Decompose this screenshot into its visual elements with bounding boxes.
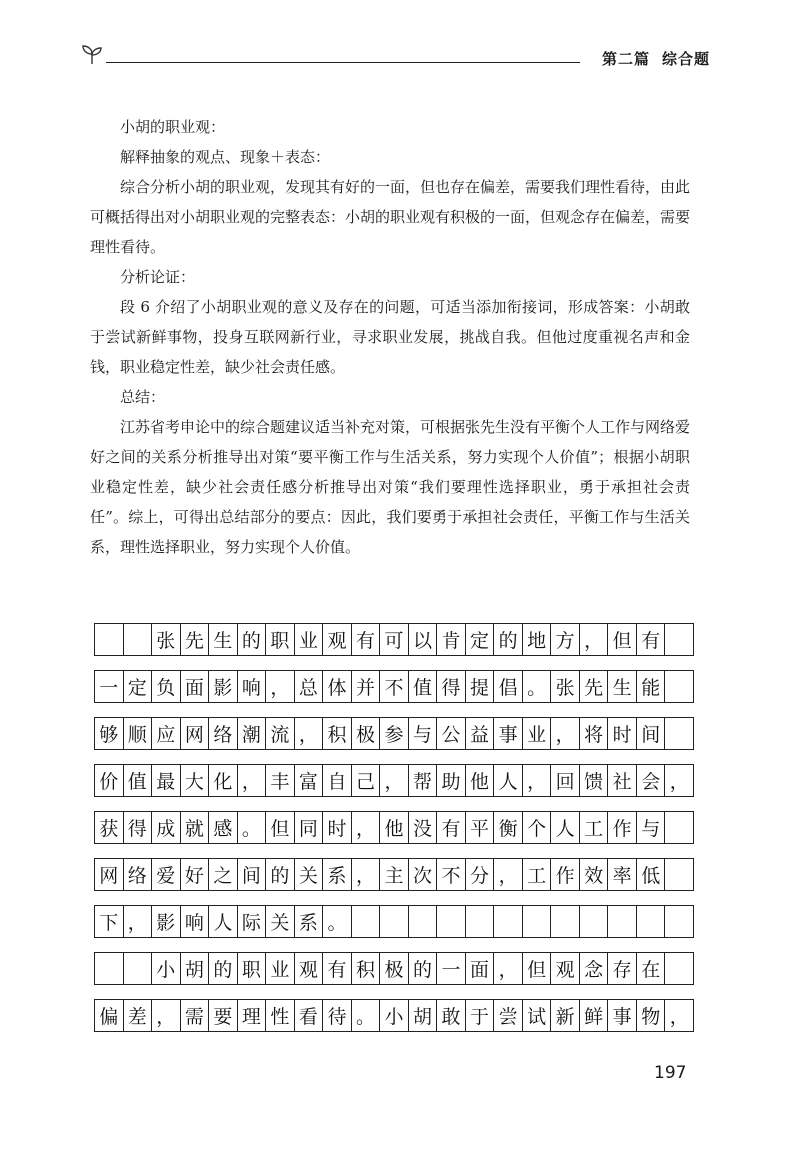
grid-cell: 观 — [551, 953, 580, 984]
grid-cell: 够 — [95, 718, 124, 749]
grid-cell: 的 — [238, 624, 267, 655]
grid-cell: 提 — [466, 671, 495, 702]
grid-cell: 益 — [466, 718, 495, 749]
grid-cell: 会 — [637, 765, 666, 796]
grid-cell — [665, 859, 694, 890]
grid-cell: 平 — [466, 812, 495, 843]
grid-cell: 尝 — [494, 1000, 523, 1031]
grid-cell: 职 — [266, 624, 295, 655]
grid-row — [94, 670, 694, 703]
grid-cell: 积 — [352, 953, 381, 984]
grid-cell: 需 — [181, 1000, 210, 1031]
grid-cell: 小 — [152, 953, 181, 984]
grid-cell: 下 — [95, 906, 124, 937]
grid-cell: 负 — [152, 671, 181, 702]
grid-cell: 化 — [209, 765, 238, 796]
grid-cell: 主 — [380, 859, 409, 890]
grid-cell: 但 — [523, 953, 552, 984]
grid-cell — [95, 953, 124, 984]
grid-cell: 体 — [323, 671, 352, 702]
grid-cell: 有 — [323, 953, 352, 984]
grid-cell: 影 — [209, 671, 238, 702]
grid-cell: ， — [523, 765, 552, 796]
grid-cell: ， — [551, 718, 580, 749]
grid-cell: 回 — [551, 765, 580, 796]
grid-cell: 理 — [238, 1000, 267, 1031]
grid-cell: 极 — [352, 718, 381, 749]
grid-cell: 方 — [551, 624, 580, 655]
grid-cell: 有 — [352, 624, 381, 655]
grid-cell: 敢 — [437, 1000, 466, 1031]
grid-cell — [665, 624, 694, 655]
grid-cell: 观 — [323, 624, 352, 655]
grid-cell: 最 — [152, 765, 181, 796]
grid-cell: 次 — [409, 859, 438, 890]
grid-cell: 没 — [409, 812, 438, 843]
grid-cell: 。 — [238, 812, 267, 843]
grid-row — [94, 905, 694, 938]
grid-cell: 事 — [494, 718, 523, 749]
grid-cell: 工 — [580, 812, 609, 843]
grid-cell: 不 — [437, 859, 466, 890]
grid-cell: 成 — [152, 812, 181, 843]
grid-cell: 应 — [152, 718, 181, 749]
grid-cell: 胡 — [409, 1000, 438, 1031]
grid-cell — [124, 953, 153, 984]
grid-cell: 以 — [409, 624, 438, 655]
grid-cell: 得 — [437, 671, 466, 702]
grid-cell: 网 — [181, 718, 210, 749]
grid-cell — [665, 671, 694, 702]
grid-cell: ， — [580, 624, 609, 655]
grid-cell: 丰 — [266, 765, 295, 796]
grid-cell: 系 — [295, 906, 324, 937]
grid-cell: 人 — [551, 812, 580, 843]
grid-cell: ， — [266, 671, 295, 702]
grid-cell: 时 — [323, 812, 352, 843]
grid-cell: 试 — [523, 1000, 552, 1031]
grid-cell: 间 — [238, 859, 267, 890]
grid-cell — [665, 718, 694, 749]
sprout-icon — [80, 42, 104, 66]
grid-row — [94, 999, 694, 1032]
grid-cell: 待 — [323, 1000, 352, 1031]
grid-cell: ， — [494, 859, 523, 890]
grid-cell: 先 — [181, 624, 210, 655]
grid-cell: 时 — [608, 718, 637, 749]
grid-cell: 价 — [95, 765, 124, 796]
grid-cell: ， — [152, 1000, 181, 1031]
grid-cell: 值 — [409, 671, 438, 702]
grid-cell: 与 — [637, 812, 666, 843]
grid-cell: 可 — [380, 624, 409, 655]
grid-cell: 馈 — [580, 765, 609, 796]
grid-cell: 影 — [152, 906, 181, 937]
grid-cell: 关 — [266, 906, 295, 937]
grid-cell — [380, 906, 409, 937]
grid-cell: 他 — [466, 765, 495, 796]
grid-cell: 社 — [608, 765, 637, 796]
grid-row — [94, 717, 694, 750]
grid-cell: 并 — [352, 671, 381, 702]
grid-cell: 得 — [124, 812, 153, 843]
grid-cell: 效 — [580, 859, 609, 890]
grid-cell: ， — [238, 765, 267, 796]
grid-cell: 业 — [295, 624, 324, 655]
grid-cell: 观 — [295, 953, 324, 984]
grid-cell: 定 — [124, 671, 153, 702]
grid-cell — [580, 906, 609, 937]
grid-cell: 差 — [124, 1000, 153, 1031]
grid-cell: 业 — [266, 953, 295, 984]
grid-cell: 作 — [551, 859, 580, 890]
grid-cell: 参 — [380, 718, 409, 749]
grid-cell: 一 — [95, 671, 124, 702]
grid-cell — [124, 624, 153, 655]
grid-cell — [409, 906, 438, 937]
grid-cell: ， — [494, 953, 523, 984]
grid-cell — [437, 906, 466, 937]
grid-cell: 的 — [409, 953, 438, 984]
grid-cell: 。 — [352, 1000, 381, 1031]
header-title — [602, 48, 710, 69]
grid-cell: 络 — [209, 718, 238, 749]
paragraph: 综合分析小胡的职业观，发现其有好的一面，但也存在偏差，需要我们理性看待，由此可概括得出对小胡职业观的完整表态：小胡的职业观有积极的一面，但观念存在偏差，需要理性看待。 — [90, 178, 691, 256]
grid-cell: 自 — [323, 765, 352, 796]
grid-cell: 能 — [637, 671, 666, 702]
grid-cell: 地 — [523, 624, 552, 655]
grid-cell: 业 — [523, 718, 552, 749]
grid-row — [94, 811, 694, 844]
grid-cell: 值 — [124, 765, 153, 796]
header-section: 综合题 — [661, 50, 710, 68]
paragraph: 小胡的职业观： — [120, 118, 226, 136]
grid-cell: 生 — [608, 671, 637, 702]
grid-cell: ， — [380, 765, 409, 796]
grid-cell: 念 — [580, 953, 609, 984]
grid-cell: 存 — [608, 953, 637, 984]
grid-cell: ， — [124, 906, 153, 937]
grid-cell: 络 — [124, 859, 153, 890]
grid-cell: 潮 — [238, 718, 267, 749]
grid-cell: ， — [665, 1000, 694, 1031]
grid-cell: ， — [352, 812, 381, 843]
grid-cell: 将 — [580, 718, 609, 749]
grid-cell: 获 — [95, 812, 124, 843]
grid-cell: 际 — [238, 906, 267, 937]
grid-cell: 面 — [181, 671, 210, 702]
grid-row — [94, 952, 694, 985]
grid-cell: 总 — [295, 671, 324, 702]
paragraph: 解释抽象的观点、现象＋表态： — [120, 148, 331, 166]
grid-cell: 面 — [466, 953, 495, 984]
grid-cell: 作 — [608, 812, 637, 843]
paragraph: 分析论证： — [120, 268, 196, 286]
grid-cell: 张 — [152, 624, 181, 655]
grid-cell: 助 — [437, 765, 466, 796]
grid-cell: 性 — [266, 1000, 295, 1031]
grid-cell — [551, 906, 580, 937]
grid-cell: 低 — [637, 859, 666, 890]
grid-cell: 有 — [437, 812, 466, 843]
grid-cell: 事 — [608, 1000, 637, 1031]
grid-cell: 极 — [380, 953, 409, 984]
grid-cell: ， — [665, 765, 694, 796]
grid-cell: 网 — [95, 859, 124, 890]
grid-cell — [608, 906, 637, 937]
grid-cell: 富 — [295, 765, 324, 796]
grid-cell: 系 — [323, 859, 352, 890]
grid-cell — [523, 906, 552, 937]
grid-cell: 偏 — [95, 1000, 124, 1031]
grid-cell: 但 — [266, 812, 295, 843]
grid-cell: 物 — [637, 1000, 666, 1031]
grid-cell: 鲜 — [580, 1000, 609, 1031]
grid-cell: 间 — [637, 718, 666, 749]
running-header — [80, 40, 710, 80]
paragraph: 总结： — [120, 388, 166, 406]
grid-cell: 小 — [380, 1000, 409, 1031]
grid-cell: 他 — [380, 812, 409, 843]
answer-grid — [94, 623, 694, 1046]
page-number: 197 — [654, 1063, 687, 1083]
grid-cell: 一 — [437, 953, 466, 984]
grid-cell — [665, 812, 694, 843]
grid-cell: 。 — [323, 906, 352, 937]
grid-cell: ， — [295, 718, 324, 749]
grid-cell: 好 — [181, 859, 210, 890]
grid-cell: 先 — [580, 671, 609, 702]
grid-cell: 积 — [323, 718, 352, 749]
grid-cell: 的 — [266, 859, 295, 890]
grid-cell — [466, 906, 495, 937]
header-rule — [106, 62, 580, 63]
grid-cell: 己 — [352, 765, 381, 796]
grid-cell: 生 — [209, 624, 238, 655]
grid-row — [94, 764, 694, 797]
grid-cell: 不 — [380, 671, 409, 702]
grid-cell: 就 — [181, 812, 210, 843]
grid-cell: 于 — [466, 1000, 495, 1031]
grid-cell: 流 — [266, 718, 295, 749]
grid-cell: 感 — [209, 812, 238, 843]
grid-cell: 与 — [409, 718, 438, 749]
grid-cell: 关 — [295, 859, 324, 890]
grid-cell: 公 — [437, 718, 466, 749]
grid-cell — [665, 953, 694, 984]
header-part: 第二篇 — [601, 50, 650, 68]
grid-cell: 大 — [181, 765, 210, 796]
grid-cell: 顺 — [124, 718, 153, 749]
grid-cell: 响 — [238, 671, 267, 702]
grid-cell — [352, 906, 381, 937]
grid-cell: 。 — [523, 671, 552, 702]
grid-cell: ， — [352, 859, 381, 890]
grid-cell: 之 — [209, 859, 238, 890]
grid-cell: 的 — [494, 624, 523, 655]
grid-cell: 肯 — [437, 624, 466, 655]
grid-cell: 的 — [209, 953, 238, 984]
grid-cell: 人 — [494, 765, 523, 796]
grid-cell: 工 — [523, 859, 552, 890]
grid-cell: 有 — [637, 624, 666, 655]
grid-cell: 个 — [523, 812, 552, 843]
grid-cell — [494, 906, 523, 937]
grid-cell: 帮 — [409, 765, 438, 796]
grid-row — [94, 858, 694, 891]
grid-cell: 响 — [181, 906, 210, 937]
body-text — [90, 112, 690, 562]
grid-cell: 张 — [551, 671, 580, 702]
grid-cell — [637, 906, 666, 937]
paragraph: 段 6 介绍了小胡职业观的意义及存在的问题，可适当添加衔接词，形成答案：小胡敢于尝试新鲜事物，投身互联网新行业，寻求职业发展，挑战自我。但他过度重视名声和金钱，职业稳定性差，缺少社会责任感。 — [90, 298, 690, 376]
grid-cell: 胡 — [181, 953, 210, 984]
grid-cell: 在 — [637, 953, 666, 984]
grid-cell: 职 — [238, 953, 267, 984]
grid-cell: 同 — [295, 812, 324, 843]
grid-cell: 新 — [551, 1000, 580, 1031]
grid-cell: 率 — [608, 859, 637, 890]
grid-cell: 看 — [295, 1000, 324, 1031]
grid-cell: 衡 — [494, 812, 523, 843]
grid-cell: 要 — [209, 1000, 238, 1031]
grid-cell: 爱 — [152, 859, 181, 890]
grid-cell: 人 — [209, 906, 238, 937]
grid-cell: 但 — [608, 624, 637, 655]
grid-row — [94, 623, 694, 656]
grid-cell: 定 — [466, 624, 495, 655]
paragraph: 江苏省考申论中的综合题建议适当补充对策，可根据张先生没有平衡个人工作与网络爱好之间的关系分析推导出对策“要平衡工作与生活关系，努力实现个人价值”；根据小胡职业稳定性差，缺少社会责任感分析推导出对策“我们要理性选择职业，勇于承担社会责任”。综上，可得出总结部分的要点：因此，我们要勇于承担社会责任，平衡工作与生活关系，理性选择职业，努力实现个人价值。 — [90, 418, 691, 556]
grid-cell — [665, 906, 694, 937]
grid-cell — [95, 624, 124, 655]
grid-cell: 分 — [466, 859, 495, 890]
grid-cell: 倡 — [494, 671, 523, 702]
